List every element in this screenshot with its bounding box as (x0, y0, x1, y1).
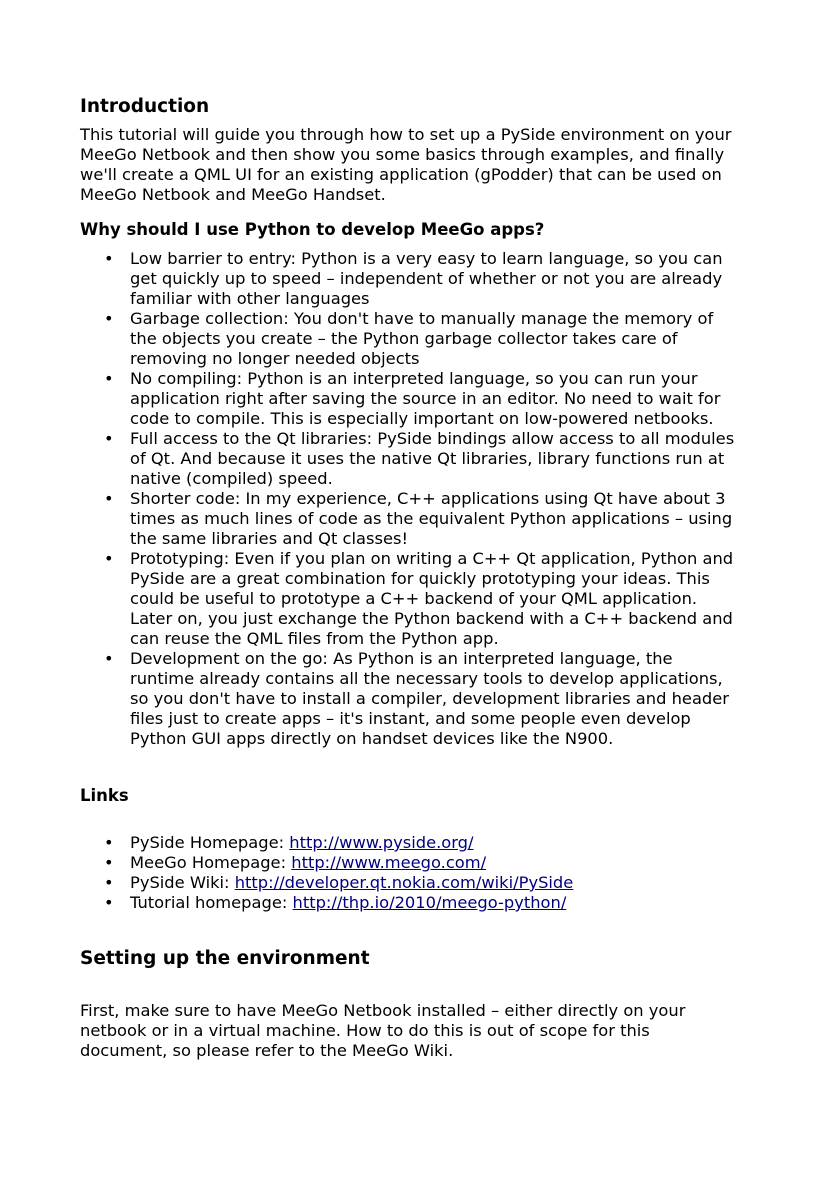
list-item (80, 369, 760, 429)
introduction-paragraph (80, 125, 760, 205)
introduction-line: This tutorial will guide you through how to set up a PySide environment on your (80, 125, 732, 144)
list-item-line: the same libraries and Qt classes! (130, 529, 408, 548)
bullet-icon: • (104, 429, 114, 448)
introduction-line: MeeGo Netbook and then show you some basics through examples, and finally (80, 145, 725, 164)
setup-line: document, so please refer to the MeeGo Wiki. (80, 1041, 454, 1060)
list-item-line: Garbage collection: You don't have to manually manage the memory of (130, 309, 714, 328)
bullet-icon: • (104, 833, 114, 852)
list-item-line: times as much lines of code as the equivalent Python applications – using (130, 509, 733, 528)
link-label: MeeGo Homepage: (130, 853, 292, 872)
list-item (80, 893, 760, 913)
list-item (80, 249, 760, 309)
introduction-heading: Introduction (80, 96, 210, 117)
link-label: Tutorial homepage: (130, 893, 293, 912)
list-item (80, 309, 760, 369)
list-item (80, 833, 760, 853)
bullet-icon: • (104, 893, 114, 912)
list-item-line: native (compiled) speed. (130, 469, 333, 488)
list-item-line: No compiling: Python is an interpreted language, so you can run your (130, 369, 698, 388)
setup-paragraph (80, 1001, 760, 1061)
link-label: PySide Wiki: (130, 873, 235, 892)
list-item-line: removing no longer needed objects (130, 349, 420, 368)
meego-homepage-link[interactable]: http://www.meego.com/ (291, 853, 487, 872)
introduction-line: MeeGo Netbook and MeeGo Handset. (80, 185, 386, 204)
bullet-icon: • (104, 549, 114, 568)
why-python-list (80, 249, 760, 749)
list-item-line: get quickly up to speed – independent of whether or not you are already (130, 269, 723, 288)
bullet-icon: • (104, 369, 114, 388)
list-item-line: Development on the go: As Python is an interpreted language, the (130, 649, 673, 668)
tutorial-homepage-link[interactable]: http://thp.io/2010/meego-python/ (292, 893, 567, 912)
list-item (80, 429, 760, 489)
list-item-line: Shorter code: In my experience, C++ applications using Qt have about 3 (130, 489, 726, 508)
bullet-icon: • (104, 853, 114, 872)
links-heading: Links (80, 786, 129, 805)
list-item-line: Prototyping: Even if you plan on writing a C++ Qt application, Python and (130, 549, 734, 568)
list-item-line: can reuse the QML files from the Python app. (130, 629, 499, 648)
pyside-wiki-link[interactable]: http://developer.qt.nokia.com/wiki/PySide (234, 873, 574, 892)
list-item (80, 489, 760, 549)
why-python-heading: Why should I use Python to develop MeeGo apps? (80, 220, 545, 239)
list-item-line: of Qt. And because it uses the native Qt libraries, library functions run at (130, 449, 725, 468)
document-page (80, 95, 760, 1061)
list-item-line: Full access to the Qt libraries: PySide bindings allow access to all modules (130, 429, 735, 448)
list-item-line: files just to create apps – it's instant, and some people even develop (130, 709, 691, 728)
setup-heading: Setting up the environment (80, 948, 370, 969)
list-item-line: could be useful to prototype a C++ backend of your QML application. (130, 589, 698, 608)
list-item-line: Later on, you just exchange the Python backend with a C++ backend and (130, 609, 733, 628)
list-item-line: PySide are a great combination for quickly prototyping your ideas. This (130, 569, 710, 588)
list-item-line: application right after saving the source in an editor. No need to wait for (130, 389, 721, 408)
list-item-line: Python GUI apps directly on handset devices like the N900. (130, 729, 614, 748)
list-item-line: the objects you create – the Python garbage collector takes care of (130, 329, 678, 348)
bullet-icon: • (104, 873, 114, 892)
list-item-line: so you don't have to install a compiler, development libraries and header (130, 689, 729, 708)
list-item-line: runtime already contains all the necessary tools to develop applications, (130, 669, 723, 688)
list-item (80, 853, 760, 873)
link-label: PySide Homepage: (130, 833, 290, 852)
list-item-line: Low barrier to entry: Python is a very easy to learn language, so you can (130, 249, 723, 268)
pyside-homepage-link[interactable]: http://www.pyside.org/ (289, 833, 474, 852)
links-list (80, 833, 760, 913)
bullet-icon: • (104, 309, 114, 328)
setup-line: netbook or in a virtual machine. How to do this is out of scope for this (80, 1021, 650, 1040)
setup-line: First, make sure to have MeeGo Netbook installed – either directly on your (80, 1001, 686, 1020)
bullet-icon: • (104, 649, 114, 668)
list-item-line: code to compile. This is especially important on low-powered netbooks. (130, 409, 714, 428)
list-item (80, 549, 760, 649)
list-item-line: familiar with other languages (130, 289, 370, 308)
bullet-icon: • (104, 489, 114, 508)
list-item (80, 873, 760, 893)
introduction-line: we'll create a QML UI for an existing application (gPodder) that can be used on (80, 165, 722, 184)
list-item (80, 649, 760, 749)
bullet-icon: • (104, 249, 114, 268)
